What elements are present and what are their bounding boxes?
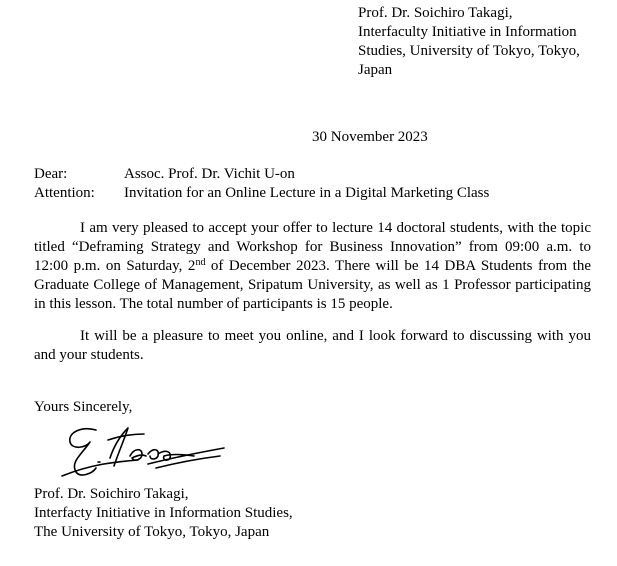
attention-row xyxy=(34,184,489,203)
signer-line: Interfacty Initiative in Information Studies, xyxy=(34,505,293,521)
ordinal-suffix: nd xyxy=(195,257,206,268)
signer-line: Prof. Dr. Soichiro Takagi, xyxy=(34,486,189,502)
signer-line: The University of Tokyo, Tokyo, Japan xyxy=(34,524,270,540)
recipient-block xyxy=(34,165,489,203)
handwritten-signature xyxy=(52,418,232,490)
closing-phrase: Yours Sincerely, xyxy=(34,399,133,415)
dear-label: Dear: xyxy=(34,166,68,182)
sender-line: Prof. Dr. Soichiro Takagi, xyxy=(358,5,513,21)
sender-address xyxy=(358,4,608,80)
attention-value: Invitation for an Online Lecture in a Digital Marketing Class xyxy=(124,185,490,201)
sender-line: Studies, University of Tokyo, Tokyo, xyxy=(358,43,580,59)
sender-line: Interfaculty Initiative in Information xyxy=(358,24,577,40)
sender-line: Japan xyxy=(358,62,393,78)
letter-date: 30 November 2023 xyxy=(312,129,428,145)
signer-block xyxy=(34,485,293,542)
dear-row xyxy=(34,165,489,184)
attention-label: Attention: xyxy=(34,185,95,201)
body-paragraph-2: It will be a pleasure to meet you online, and I look forward to discussing with you and your students. xyxy=(34,328,591,363)
body-paragraph-1 xyxy=(34,219,591,314)
paragraph-text: I am very pleased to accept your offer to lecture 14 doctoral students, with the topic titled “Deframing Strategy and Workshop for Business Innovation” from 09:00 a.m. to 12:00 p.m. on Saturday, 2 xyxy=(34,220,591,274)
paragraph-text: of December 2023. There will be 14 DBA Students from the Graduate College of Management, Sripatum University, as well as 1 Professor participating in this lesson. The total number of participants is 15 people. xyxy=(34,258,591,312)
dear-value: Assoc. Prof. Dr. Vichit U-on xyxy=(124,166,295,182)
